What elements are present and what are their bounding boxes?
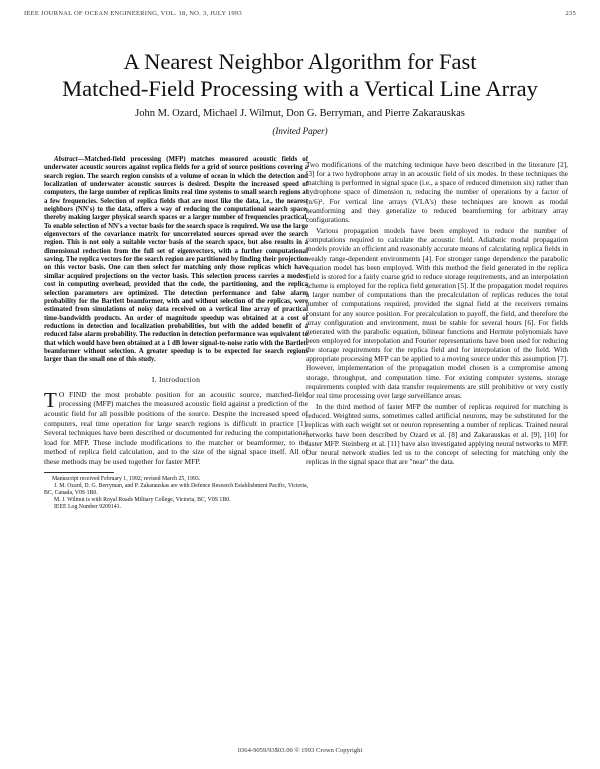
- right-column: [306, 160, 568, 466]
- paper-title: [0, 48, 600, 102]
- page-number: 235: [565, 10, 576, 17]
- journal-info: IEEE JOURNAL OF OCEAN ENGINEERING, VOL. 18, NO. 3, JULY 1993: [24, 10, 242, 17]
- title-line-2: Matched-Field Processing with a Vertical Line Array: [62, 76, 538, 101]
- abstract-lead: Abstract—: [54, 156, 85, 163]
- intro-lead: O FIND: [58, 389, 87, 399]
- title-line-1: A Nearest Neighbor Algorithm for Fast: [123, 49, 477, 74]
- running-head: [24, 10, 576, 17]
- footnote-affiliation-1: J. M. Ozard, D. G. Berryman, and P. Zakarauskas are with Defence Research Establishment Pacific, Victoria, BC, Canada, V0S 1B0.: [44, 483, 308, 497]
- abstract: [44, 156, 308, 365]
- author-list: John M. Ozard, Michael J. Wilmut, Don G. Berryman, and Pierre Zakarauskas: [135, 108, 465, 119]
- left-column: [44, 156, 308, 511]
- paper-type: (Invited Paper): [272, 126, 328, 136]
- body-paragraph-2: Various propagation models have been employed to reduce the number of computations required to calculate the acoustic field. Adiabatic modal propagation models provide an efficient and reasonably accurate means of calculating replica fields in weakly range-dependent environments [4]. For stronger range dependence the parabolic equation model has been employed. With this method the field generated in the replica field is stored for a fairly coarse grid to reduce storage requirements, and an interpolation scheme is employed for the replica field generation [5]. If the propagation model requires a larger number of computations than the precalculation of replicas reduces the total number of computations required, provided the signal field at the receivers remains constant for any source position. For precalculation to payoff, the field, and therefore the array configuration and environment, must be stable for several hours [6]. For fields generated with the parabolic equation, bilinear functions and Hermite polynomials have been employed for interpolation and Fourier representations have been used for reducing the storage requirements for the replica field and for interpolation of the field. With appropriate processing MFP can be applied to a moving source under this assumption [7]. However, implementation of the propagation model chosen is a compromise among storage, throughput, and computation time. For existing computer systems, storage requirements coupled with data transfer requirements are still prohibitive or very costly for real time processing over large surveillance areas.: [306, 226, 568, 400]
- drop-cap: T: [44, 387, 57, 412]
- body-paragraph-3: In the third method of faster MFP the number of replicas required for matching is reduced. Weighted sums, sometimes called artificial neurons, may be substituted for the replicas with each weight set or neuron representing a number of replicas. Trained neural networks have been described by Ozard et al. [8] and Zakarauskas et al. [9], [10] for faster MFP. Steinberg et al. [11] have also investigated applying neural networks to MFP. Our neural network studies led us to the concept of selecting for matching only the replicas in the signal space that are "near" the data.: [306, 402, 568, 466]
- section-heading: I. Introduction: [151, 374, 201, 384]
- abstract-text: Matched-field processing (MFP) matches measured acoustic fields of underwater acoustic sources against replica fields for a grid of source positions covering a search region. The search region consists of a volume of ocean in which the detection and localization of underwater acoustic sources is desired. Despite the increased speed of computers, the large number of replicas limits real time systems to small search regions at a few frequencies. Selection of replica fields that are most like the data, i.e., the nearest neighbors (NN's) to the data, offers a way of reducing the computational search space, thereby making larger physical search spaces or a larger number of frequencies practical. To enable selection of NN's a vector basis for the search space is required. We use the large eigenvectors of the covariance matrix for uncorrelated sources spread over the search region. This is not only a suitable vector basis of the search space, but also results in a dimensional reduction from the full set of eigenvectors, with a further computational saving. The replica vectors for the search region are partitioned by finding their projection on this vector basis. One can then select for matching only those replicas which have similar acquired projections on the vector basis. This selection process carries a modest cost in computing overhead, provided that the code, the partitioning, and the replica selection parameters are optimized. The detection performance and false alarm probability for the Bartlett beamformer, with and without selection of the replicas, were estimated from simulations of noisy data received on a vertical line array of practical time-bandwidth products. An order of magnitude speedup was obtained at a cost of reductions in detection and localization probabilities, but with the added benefit of a reduced false alarm probability. The reduction in detection performance was equivalent to that which would have been obtained at a 1 dB lower signal-to-noise ratio with the Bartlett beamformer without selection. A greater speedup is to be expected for search regions larger than the small one of this study.: [44, 156, 308, 364]
- copyright-footer: 0364-9059/93$03.00 © 1993 Crown Copyright: [237, 747, 363, 754]
- intro-text: the most probable position for an acoustic source, matched-field processing (MFP) matches the measured acoustic field against a prediction of the acoustic field for all possible positions of the source. Despite the increased speed of computers, real time operation for large search regions is difficult in practice [1]. Several techniques have been described or documented for reducing the computational load for MFP. These include modifications to the matcher or beamformer, to the method of replica field calculation, and to the size of the signal space itself. All of these methods may be used together for faster MFP.: [44, 389, 308, 466]
- intro-paragraph: [44, 387, 308, 466]
- footnote-divider: [44, 472, 114, 473]
- footnote-affiliation-2: M. J. Wilmut is with Royal Roads Military College, Victoria, BC, V0S 1B0.: [54, 497, 231, 504]
- body-paragraph-1: Two modifications of the matching technique have been described in the literature [2], [3] for a two hydrophone array in an acoustic field of six modes. In these techniques the matching is performed in signal space (i.e., a space of reduced dimension six) rather than hydrophone space of dimension n, reducing the number of operations by a factor of (n/6)². For vertical line arrays (VLA's) these techniques are known as modal beamforming and they generalize to reduced beamforming for arbitrary array configurations.: [306, 160, 568, 224]
- footnote-received: Manuscript received February 1, 1992; revised March 25, 1993.: [52, 476, 201, 483]
- footnote-log-number: IEEE Log Number 9209141.: [54, 504, 121, 511]
